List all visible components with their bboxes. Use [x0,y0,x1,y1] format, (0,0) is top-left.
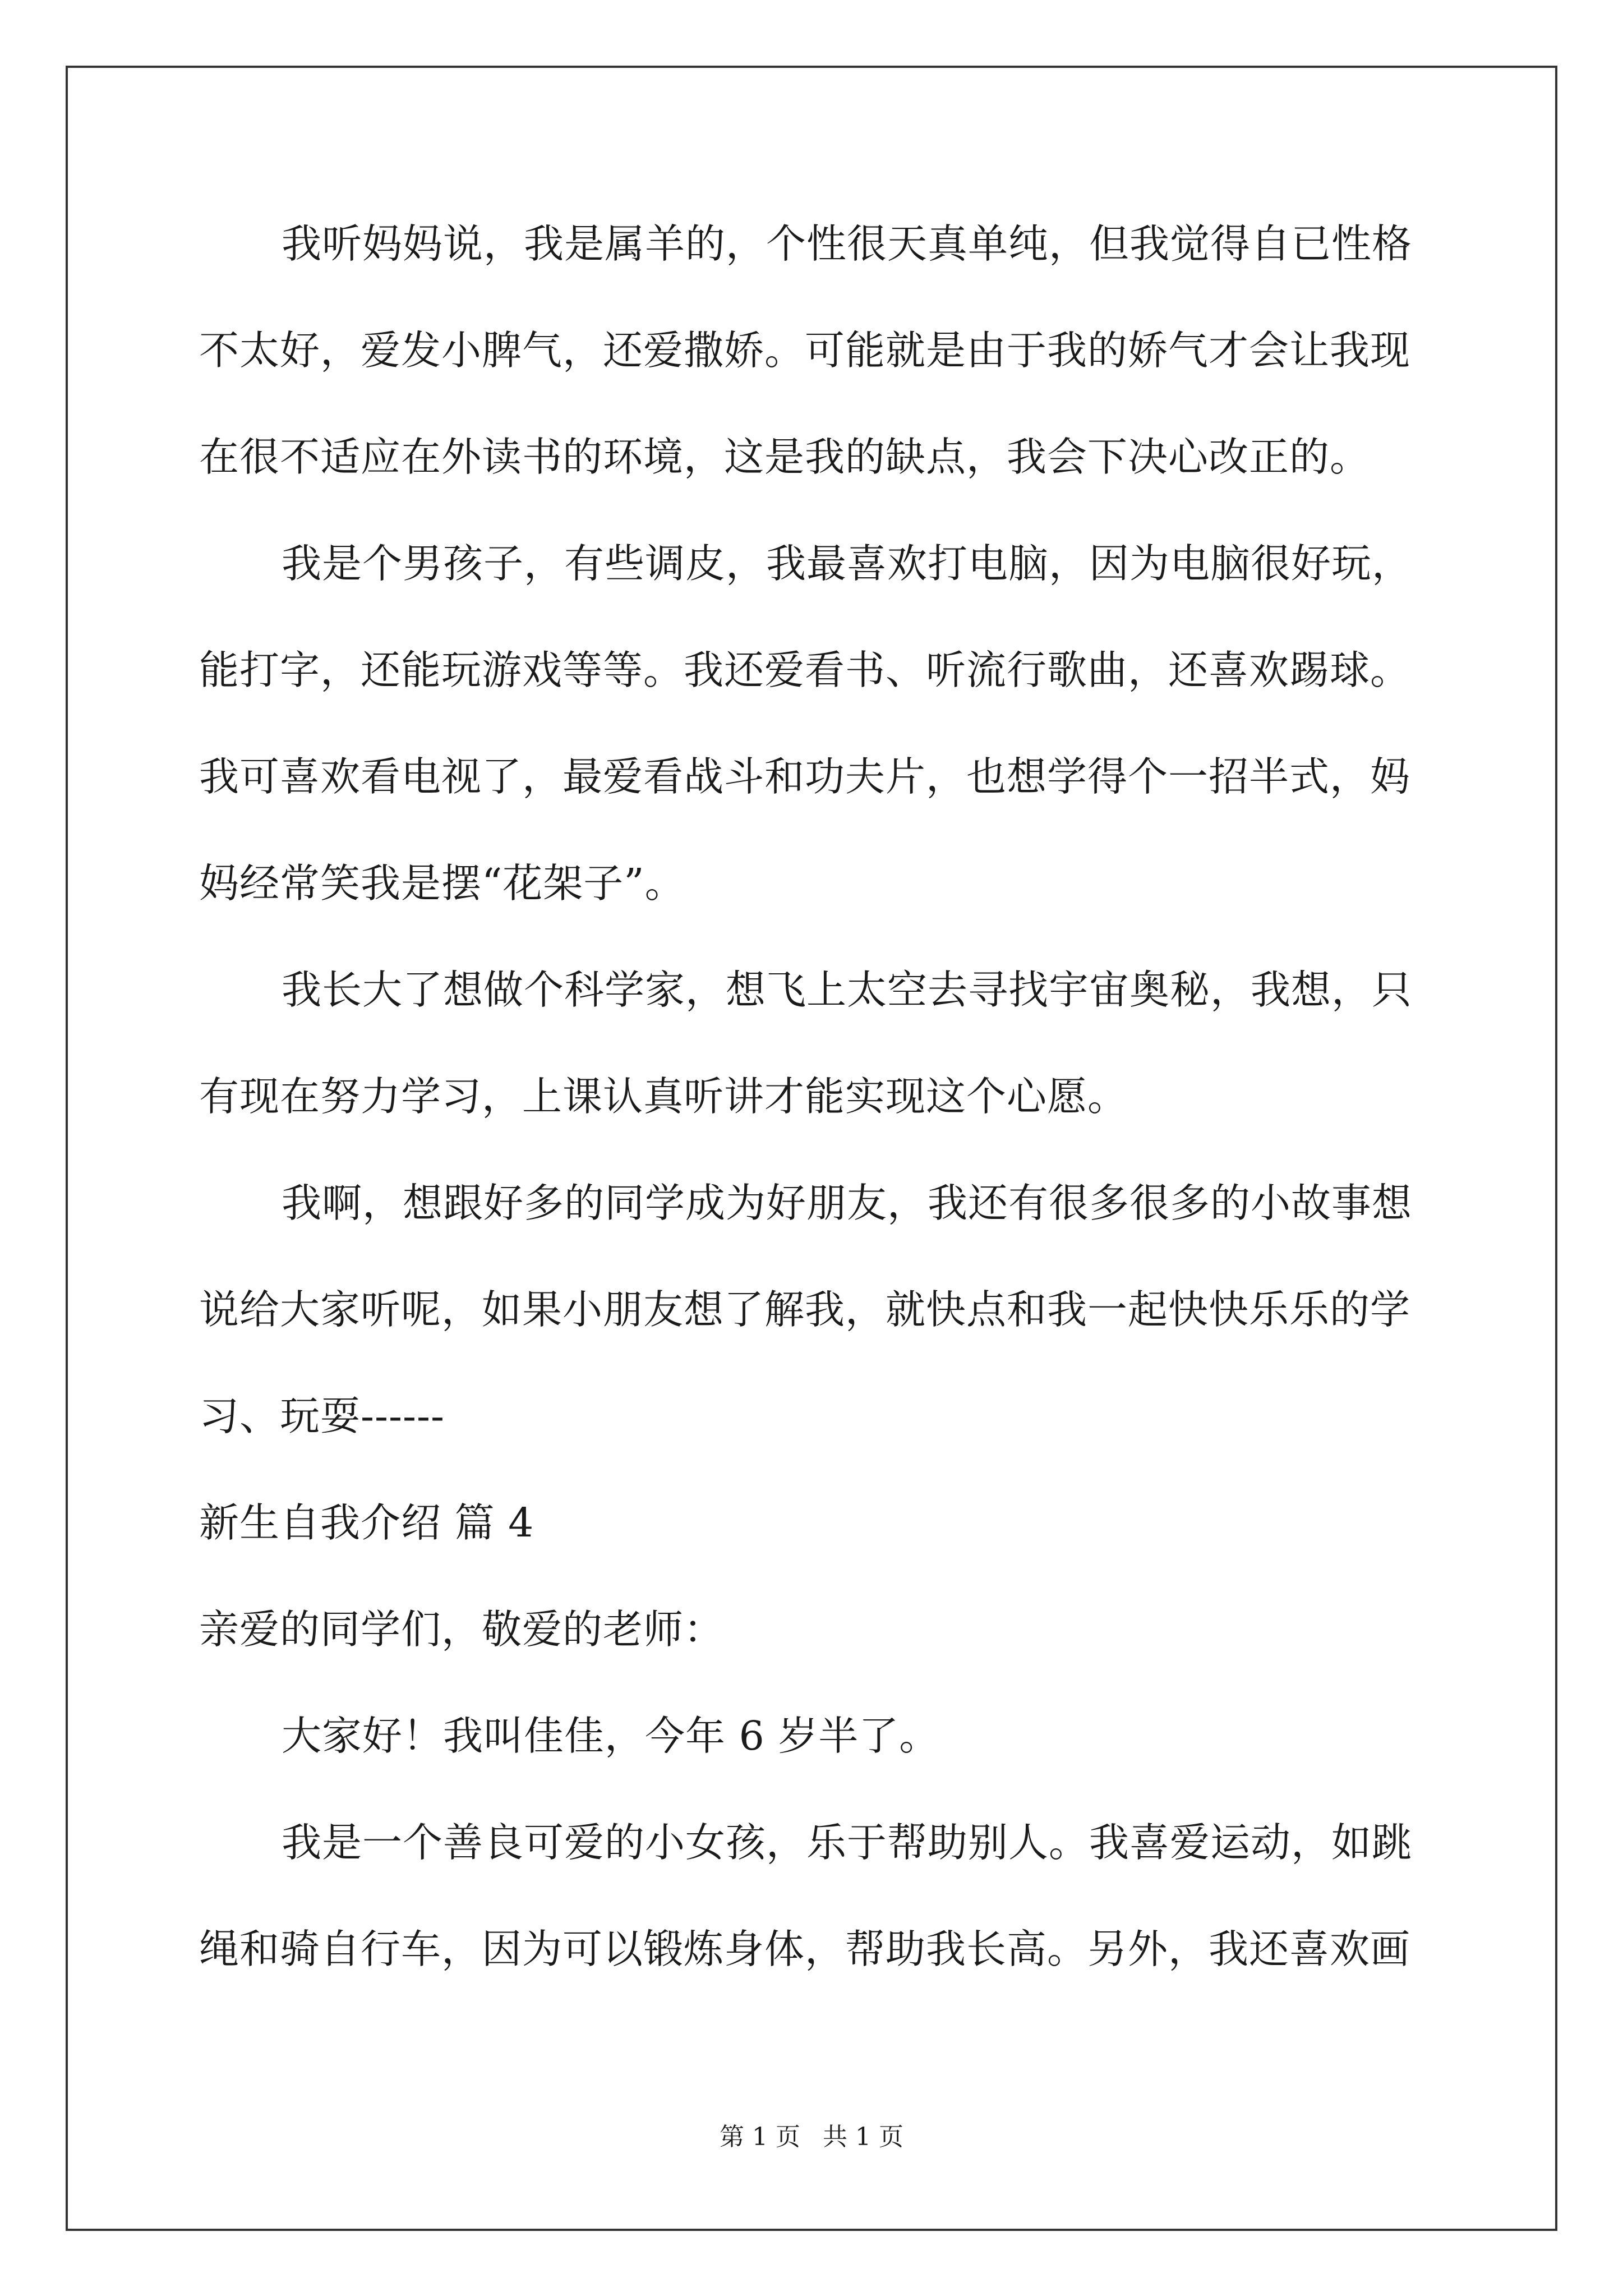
section-heading: 新生自我介绍 篇 4 [199,1499,534,1546]
paragraph-4-line-1: 我啊，想跟好多的同学成为好朋友，我还有很多很多的小故事想 [282,1180,1413,1226]
paragraph-1-line-1: 我听妈妈说，我是属羊的，个性很天真单纯，但我觉得自已性格 [282,220,1413,267]
paragraph-2-line-2: 能打字，还能玩游戏等等。我还爱看书、听流行歌曲，还喜欢踢球。 [199,647,1411,693]
page-number-current: 第 1 页 [720,2123,800,2151]
salutation: 亲爱的同学们，敬爱的老师： [199,1606,725,1653]
paragraph-1-line-2: 不太好，爱发小脾气，还爱撒娇。可能就是由于我的娇气才会让我现 [199,327,1411,374]
paragraph-2-line-1: 我是个男孩子，有些调皮，我最喜欢打电脑，因为电脑很好玩， [282,540,1413,587]
page-border [66,66,1557,2231]
paragraph-4-line-3: 习、玩耍------ [199,1393,445,1439]
paragraph-2-line-3: 我可喜欢看电视了，最爱看战斗和功夫片，也想学得个一招半式，妈 [199,753,1411,800]
page-number-total: 共 1 页 [823,2123,903,2151]
paragraph-3-line-2: 有现在努力学习，上课认真听讲才能实现这个心愿。 [199,1073,1128,1120]
paragraph-4-line-2: 说给大家听呢，如果小朋友想了解我，就快点和我一起快快乐乐的学 [199,1286,1411,1333]
paragraph-3-line-1: 我长大了想做个科学家，想飞上太空去寻找宇宙奥秘，我想，只 [282,967,1413,1013]
paragraph-5-line-1: 大家好！我叫佳佳，今年 6 岁半了。 [282,1713,940,1759]
page-footer [0,2120,1623,2154]
paragraph-6-line-2: 绳和骑自行车，因为可以锻炼身体，帮助我长高。另外，我还喜欢画 [199,1926,1411,1972]
paragraph-2-line-4: 妈经常笑我是摆“花架子”。 [199,860,685,907]
paragraph-1-line-3: 在很不适应在外读书的环境，这是我的缺点，我会下决心改正的。 [199,434,1371,480]
paragraph-6-line-1: 我是一个善良可爱的小女孩，乐于帮助别人。我喜爱运动，如跳 [282,1819,1413,1866]
